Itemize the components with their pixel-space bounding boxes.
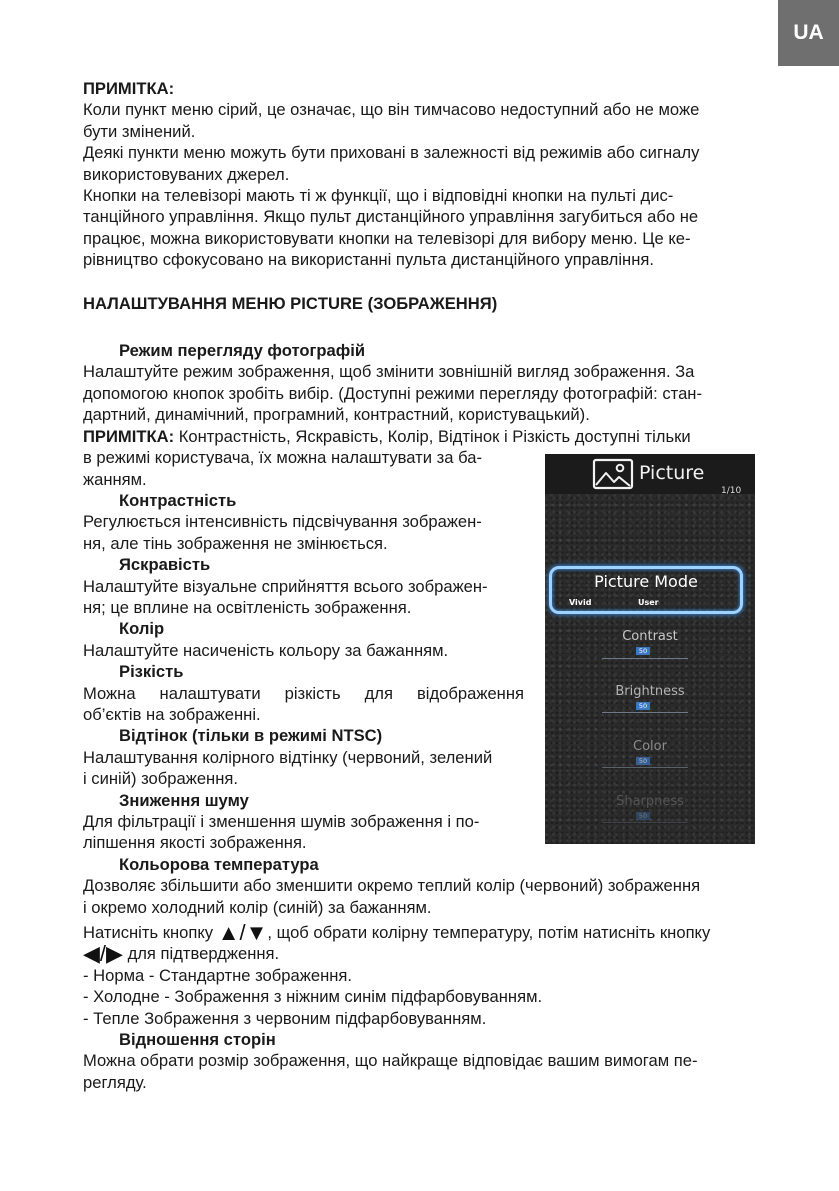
color-temp-option: - Норма - Стандартне зображення. xyxy=(83,965,352,985)
color-line: Налаштуйте насиченість кольору за бажанням. xyxy=(83,640,449,660)
contrast-slider[interactable] xyxy=(602,658,688,659)
picture-mode-label: Picture Mode xyxy=(594,572,698,591)
aspect-line: Можна обрати розмір зображення, що найкраще відповідає вашим вимогам пе- xyxy=(83,1051,698,1071)
up-down-arrows-icon: ▲/▼ xyxy=(217,920,268,946)
picture-mode-note xyxy=(83,426,755,447)
color-temp-press xyxy=(83,920,755,946)
press-text: Натисніть кнопку xyxy=(83,923,218,943)
color-temp-heading: Кольорова температура xyxy=(119,854,319,874)
tv-picture-menu xyxy=(545,454,755,844)
color-temp-line: Дозволяє збільшити або зменшити окремо теплий колір (червоний) зображення xyxy=(83,876,701,896)
tv-item-brightness[interactable]: Brightness xyxy=(615,684,685,699)
color-value: 50 xyxy=(636,757,650,765)
brightness-slider[interactable] xyxy=(602,712,688,713)
brightness-value: 50 xyxy=(636,702,650,710)
tint-line: і синій) зображення. xyxy=(83,769,238,789)
sharpness-line: об’єктів на зображенні. xyxy=(83,704,261,724)
note-line: рівництво сфокусовано на використанні пульта дистанційного управління. xyxy=(83,250,654,270)
aspect-heading: Відношення сторін xyxy=(119,1030,276,1050)
picture-mode-heading: Режим перегляду фотографій xyxy=(119,341,366,361)
sharpness-line: Можна налаштувати різкість для відображення xyxy=(83,683,524,703)
color-slider[interactable] xyxy=(602,767,688,768)
note-label: ПРИМІТКА: xyxy=(83,426,175,446)
note-line: танційного управління. Якщо пульт дистанційного управління загубиться або не xyxy=(83,207,699,227)
color-temp-line: і окремо холодний колір (синій) за бажанням. xyxy=(83,897,432,917)
press-text: для підтвердження. xyxy=(122,944,280,964)
note-line: працює, можна використовувати кнопки на телевізорі для вибору меню. Це ке- xyxy=(83,228,691,248)
picture-mode-selector[interactable] xyxy=(549,566,743,614)
color-heading: Колір xyxy=(119,619,165,639)
sharpness-heading: Різкість xyxy=(119,662,184,682)
brightness-line: Налаштуйте візуальне сприйняття всього зображен- xyxy=(83,576,488,596)
tv-item-color[interactable]: Color xyxy=(633,739,667,754)
tv-menu-page: 1/10 xyxy=(721,486,742,496)
noise-heading: Зниження шуму xyxy=(119,790,249,810)
note-line: Деякі пункти меню можуть бути приховані в залежності від режимів або сигналу xyxy=(83,143,700,163)
picture-mode-line: допомогою кнопок зробіть вибір. (Доступні режими перегляду фотографій: стан- xyxy=(83,383,702,403)
contrast-value: 50 xyxy=(636,647,650,655)
picture-mode-note-line: в режимі користувача, їх можна налаштувати за ба- xyxy=(83,448,482,468)
brightness-heading: Яскравість xyxy=(119,555,211,575)
picture-mode-line: дартний, динамічний, програмний, контрастний, користувацький). xyxy=(83,405,590,425)
color-temp-option: - Холодне - Зображення з ніжним синім підфарбовуванням. xyxy=(83,987,543,1007)
section-title: НАЛАШТУВАННЯ МЕНЮ PICTURE (ЗОБРАЖЕННЯ) xyxy=(83,293,498,313)
press-text: , щоб обрати колірну температуру, потім натисніть кнопку xyxy=(267,923,711,943)
noise-line: Для фільтрації і зменшення шумів зображення і по- xyxy=(83,812,480,831)
picture-mode-line: Налаштуйте режим зображення, щоб змінити зовнішній вигляд зображення. За xyxy=(83,362,695,382)
language-tab: UA xyxy=(778,0,839,66)
picture-mode-note-line: жанням. xyxy=(83,469,147,489)
contrast-heading: Контрастність xyxy=(119,490,237,510)
note-text: Контрастність, Яскравість, Колір, Відтінок і Різкість доступні тільки xyxy=(174,426,691,446)
note-line: використовуваних джерел. xyxy=(83,164,290,184)
left-right-arrows-icon: ◀/▶ xyxy=(83,941,123,967)
noise-line: ліпшення якості зображення. xyxy=(83,833,307,853)
tint-heading: Відтінок (тільки в режимі NTSC) xyxy=(119,726,383,746)
sharpness-slider[interactable] xyxy=(602,822,688,823)
tv-item-sharpness[interactable]: Sharpness xyxy=(616,794,684,809)
note-title: ПРИМІТКА: xyxy=(83,79,175,98)
color-temp-press xyxy=(83,941,755,967)
tint-line: Налаштування колірного відтінку (червоний, зелений xyxy=(83,747,493,767)
picture-mode-current-option: User xyxy=(638,598,659,607)
tv-item-contrast[interactable]: Contrast xyxy=(622,629,678,644)
picture-icon xyxy=(592,458,634,490)
sharpness-value: 50 xyxy=(636,812,650,820)
note-line: Коли пункт меню сірий, це означає, що він тимчасово недоступний або не може xyxy=(83,100,700,120)
picture-mode-prev-option: Vivid xyxy=(569,598,592,607)
color-temp-option: - Тепле Зображення з червоним підфарбовуванням. xyxy=(83,1008,487,1028)
brightness-line: ня; це вплине на освітленість зображення. xyxy=(83,597,412,617)
aspect-line: регляду. xyxy=(83,1072,147,1092)
contrast-line: Регулюється інтенсивність підсвічування зображен- xyxy=(83,512,482,532)
note-line: бути змінений. xyxy=(83,121,196,141)
contrast-line: ня, але тінь зображення не змінюється. xyxy=(83,533,388,553)
tv-menu-title: Picture xyxy=(639,462,705,484)
note-line: Кнопки на телевізорі мають ті ж функції, що і відповідні кнопки на пульті дис- xyxy=(83,186,674,206)
